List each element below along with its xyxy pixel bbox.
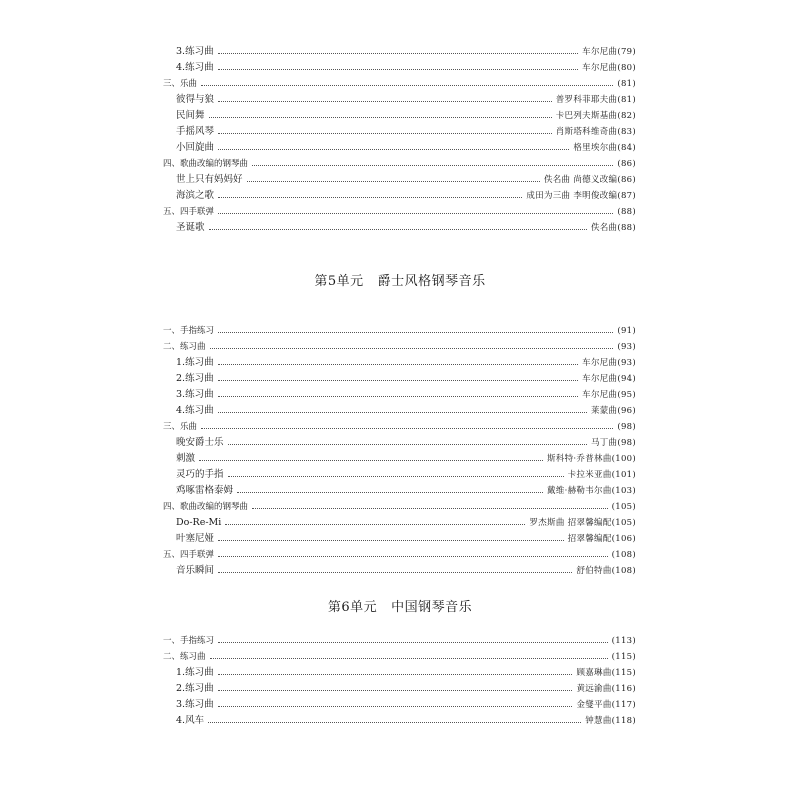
dot-leader	[237, 492, 543, 493]
entry-title: Do-Re-Mi	[176, 517, 222, 528]
toc-section-entry[interactable]	[163, 649, 636, 665]
toc-entry[interactable]	[176, 697, 636, 713]
entry-composer-page: 莱蒙曲(96)	[590, 406, 636, 416]
entry-composer-page: (93)	[617, 342, 636, 352]
entry-composer-page: (88)	[617, 207, 636, 217]
unit-title: 中国钢琴音乐	[391, 600, 473, 615]
toc-entry[interactable]	[176, 681, 636, 697]
toc-entry[interactable]	[176, 451, 636, 467]
entry-title: 3.练习曲	[176, 389, 214, 400]
entry-title: 一、手指练习	[163, 636, 215, 646]
unit-title: 爵士风格钢琴音乐	[377, 274, 486, 289]
entry-composer-page: 车尔尼曲(95)	[582, 390, 636, 400]
entry-composer-page: 佚名曲(88)	[590, 223, 636, 233]
toc-entry[interactable]	[176, 172, 636, 188]
dot-leader	[209, 117, 552, 118]
toc-entry[interactable]	[176, 563, 636, 579]
toc-section-entry[interactable]	[163, 547, 636, 563]
entry-composer-page: 卡巴列夫斯基曲(82)	[555, 111, 636, 121]
dot-leader	[208, 722, 581, 723]
entry-title: 4.风车	[176, 715, 205, 726]
toc-section-entry[interactable]	[163, 76, 636, 92]
entry-composer-page: 舒伯特曲(108)	[576, 566, 636, 576]
toc-section-entry[interactable]	[163, 204, 636, 220]
dot-leader	[218, 380, 579, 381]
toc-entry[interactable]	[176, 355, 636, 371]
dot-leader	[218, 364, 579, 365]
dot-leader	[218, 556, 608, 557]
entry-composer-page: (86)	[617, 159, 636, 169]
dot-leader	[228, 444, 587, 445]
entry-title: 民间舞	[176, 110, 205, 121]
entry-composer-page: 金燮平曲(117)	[576, 700, 636, 710]
entry-title: 三、乐曲	[163, 79, 198, 89]
toc-entry[interactable]	[176, 108, 636, 124]
entry-composer-page: 车尔尼曲(93)	[582, 358, 636, 368]
toc-entry[interactable]	[176, 220, 636, 236]
entry-title: 3.练习曲	[176, 46, 214, 57]
dot-leader	[218, 706, 573, 707]
unit-number: 第5单元	[314, 274, 364, 289]
entry-title: 海滨之歌	[176, 190, 215, 201]
toc-entry[interactable]	[176, 387, 636, 403]
toc-section-entry[interactable]	[163, 156, 636, 172]
dot-leader	[218, 332, 613, 333]
entry-composer-page: 车尔尼曲(94)	[582, 374, 636, 384]
dot-leader	[218, 674, 573, 675]
entry-composer-page: 卡拉米亚曲(101)	[567, 470, 636, 480]
entry-title: 3.练习曲	[176, 699, 214, 710]
entry-title: 2.练习曲	[176, 373, 214, 384]
toc-entry[interactable]	[176, 140, 636, 156]
toc-entry[interactable]	[176, 124, 636, 140]
toc-section-entry[interactable]	[163, 419, 636, 435]
entry-composer-page: (113)	[611, 636, 636, 646]
dot-leader	[218, 540, 564, 541]
toc-entry[interactable]	[176, 403, 636, 419]
entry-composer-page: (81)	[617, 79, 636, 89]
dot-leader	[201, 428, 613, 429]
entry-title: 晚安爵士乐	[176, 437, 224, 448]
entry-composer-page: (108)	[611, 550, 636, 560]
dot-leader	[218, 412, 587, 413]
dot-leader	[201, 85, 613, 86]
dot-leader	[225, 524, 525, 525]
entry-title: 手摇风琴	[176, 126, 215, 137]
dot-leader	[218, 149, 569, 150]
toc-entry[interactable]	[176, 60, 636, 76]
entry-title: 四、歌曲改编的钢琴曲	[163, 159, 249, 169]
toc-entry[interactable]	[176, 435, 636, 451]
toc-entry[interactable]	[176, 483, 636, 499]
entry-composer-page: 马丁曲(98)	[590, 438, 636, 448]
dot-leader	[218, 69, 579, 70]
entry-title: 1.练习曲	[176, 667, 214, 678]
entry-title: 4.练习曲	[176, 62, 214, 73]
toc-entry[interactable]	[176, 188, 636, 204]
entry-composer-page: 佚名曲 尚德义改编(86)	[543, 175, 636, 185]
toc-section-entry[interactable]	[163, 339, 636, 355]
unit-number: 第6单元	[327, 600, 378, 615]
entry-title: 三、乐曲	[163, 422, 198, 432]
entry-composer-page: 招翠馨编配(106)	[567, 534, 636, 544]
entry-title: 灵巧的手指	[176, 469, 224, 480]
entry-title: 五、四手联弹	[163, 207, 215, 217]
dot-leader	[218, 690, 573, 691]
toc-section-entry[interactable]	[163, 633, 636, 649]
entry-composer-page: 钟慧曲(118)	[585, 716, 636, 726]
entry-composer-page: 斯科特·乔普林曲(100)	[547, 454, 636, 464]
dot-leader	[210, 658, 608, 659]
toc-entry[interactable]	[176, 92, 636, 108]
entry-title: 刺激	[176, 453, 196, 464]
entry-title: 4.练习曲	[176, 405, 214, 416]
entry-title: 圣诞歌	[176, 222, 205, 233]
unit-heading	[0, 598, 800, 618]
dot-leader	[199, 460, 543, 461]
entry-composer-page: (105)	[611, 502, 636, 512]
dot-leader	[228, 476, 564, 477]
entry-composer-page: 车尔尼曲(80)	[582, 63, 636, 73]
entry-title: 二、练习曲	[163, 652, 206, 662]
entry-composer-page: (91)	[617, 326, 636, 336]
entry-title: 彼得与狼	[176, 94, 215, 105]
toc-section-entry[interactable]	[163, 323, 636, 339]
dot-leader	[218, 572, 572, 573]
entry-title: 四、歌曲改编的钢琴曲	[163, 502, 249, 512]
entry-composer-page: 戴维·赫勒韦尔曲(103)	[547, 486, 636, 496]
toc-entry[interactable]	[176, 665, 636, 681]
dot-leader	[252, 508, 608, 509]
dot-leader	[218, 101, 552, 102]
entry-composer-page: (98)	[617, 422, 636, 432]
dot-leader	[218, 213, 613, 214]
entry-composer-page: 普罗科菲耶夫曲(81)	[555, 95, 636, 105]
entry-composer-page: 罗杰斯曲 招翠馨编配(105)	[529, 518, 636, 528]
dot-leader	[218, 396, 579, 397]
dot-leader	[218, 53, 579, 54]
dot-leader	[210, 348, 614, 349]
entry-composer-page: 车尔尼曲(79)	[582, 47, 636, 57]
entry-composer-page: 肖斯塔科维奇曲(83)	[555, 127, 636, 137]
entry-title: 一、手指练习	[163, 326, 215, 336]
dot-leader	[218, 197, 522, 198]
entry-title: 五、四手联弹	[163, 550, 215, 560]
toc-entry[interactable]	[176, 467, 636, 483]
entry-title: 小回旋曲	[176, 142, 215, 153]
dot-leader	[252, 165, 613, 166]
entry-title: 叶塞尼娅	[176, 533, 215, 544]
dot-leader	[218, 133, 552, 134]
entry-title: 2.练习曲	[176, 683, 214, 694]
entry-composer-page: (115)	[611, 652, 636, 662]
toc-entry[interactable]	[176, 531, 636, 547]
toc-entry[interactable]	[176, 713, 636, 729]
entry-composer-page: 成田为三曲 李明俊改编(87)	[526, 191, 636, 201]
entry-composer-page: 顾嘉琳曲(115)	[576, 668, 636, 678]
toc-entry[interactable]	[176, 44, 636, 60]
entry-title: 音乐瞬间	[176, 565, 215, 576]
toc-entry[interactable]	[176, 371, 636, 387]
entry-composer-page: 格里埃尔曲(84)	[573, 143, 636, 153]
unit-heading	[0, 272, 800, 292]
entry-composer-page: 黄远渝曲(116)	[576, 684, 636, 694]
dot-leader	[209, 229, 587, 230]
dot-leader	[247, 181, 540, 182]
entry-title: 鸡啄雷格泰姆	[176, 485, 234, 496]
toc-section-entry[interactable]	[163, 499, 636, 515]
entry-title: 1.练习曲	[176, 357, 214, 368]
entry-title: 世上只有妈妈好	[176, 174, 243, 185]
entry-title: 二、练习曲	[163, 342, 206, 352]
toc-entry[interactable]	[176, 515, 636, 531]
dot-leader	[218, 642, 608, 643]
